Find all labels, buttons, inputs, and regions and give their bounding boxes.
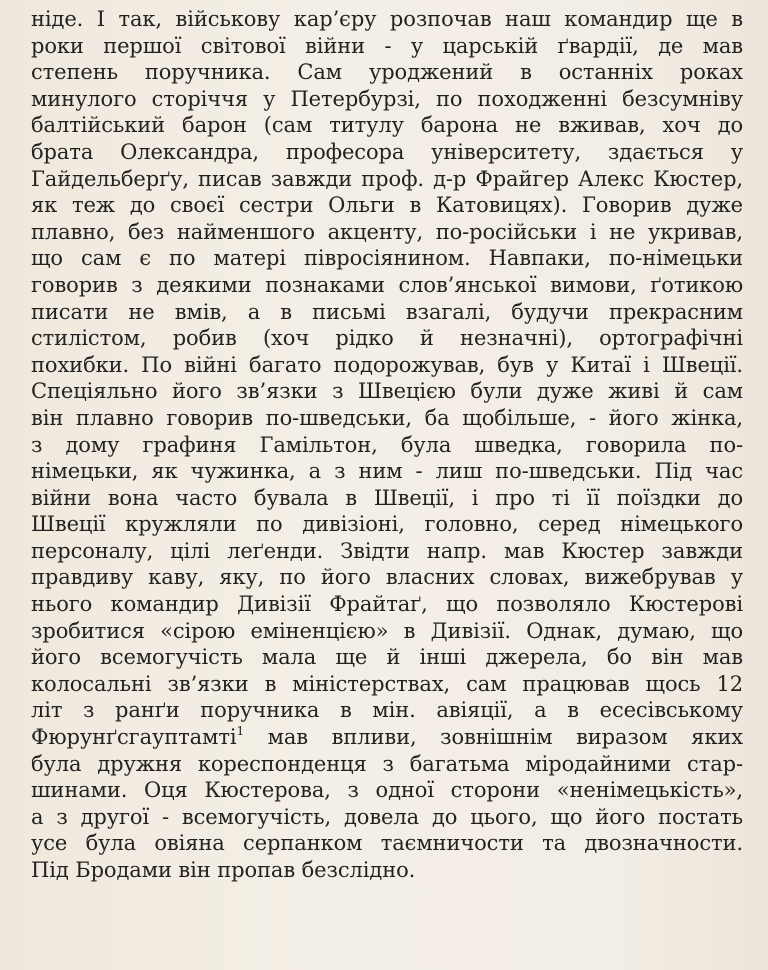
text-line: німецьки, як чужинка, а з ним - лиш по-шведськи. Під час	[31, 459, 743, 484]
text-line: балтійський барон (сам титулу барона не вживав, хоч до	[31, 113, 743, 138]
body-text	[31, 6, 743, 884]
text-line: шинами. Оця Кюстерова, з одної сторони «ненімецькість»,	[31, 778, 743, 803]
text-line: він плавно говорив по-шведськи, ба щобільше, - його жінка,	[31, 405, 743, 430]
text-line: зробитися «сірою еміненцією» в Дивізії. Однак, думаю, що	[31, 618, 743, 643]
text-line-with-footnote	[31, 724, 743, 751]
footnote-marker: 1	[236, 724, 245, 739]
text-line: літ з ранґи поручника в мін. авіяції, а в есесівському	[31, 698, 743, 723]
text-line: похибки. По війні багато подорожував, був у Китаї і Швеції.	[31, 352, 743, 377]
text-line: Швеції кружляли по дивізіоні, головно, серед німецького	[31, 512, 743, 537]
text-line: ніде. І так, військову кар’єру розпочав наш командир ще в	[31, 7, 743, 31]
text-line: стилістом, робив (хоч рідко й незначні), ортографічні	[31, 326, 743, 351]
text-line: Під Бродами він пропав безслідно.	[31, 858, 416, 882]
footnoted-term: Фюрунґсгауптамті	[31, 725, 237, 750]
line-continuation: мав впливи, зовнішнім виразом яких	[267, 725, 743, 750]
text-line: персоналу, цілі леґенди. Звідти напр. мав Кюстер завжди	[31, 538, 743, 563]
text-line: минулого сторіччя у Петербурзі, по походженні безсумніву	[31, 86, 743, 111]
text-line: з дому графиня Гамільтон, була шведка, говорила по-	[31, 432, 743, 457]
text-line: була дружня кореспонденця з багатьма міродайними стар-	[31, 751, 743, 776]
text-line: усе була овіяна серпанком таємничости та двозначности.	[31, 831, 743, 856]
text-line: плавно, без найменшого акценту, по-російськи і не укривав,	[31, 219, 743, 244]
text-line: правдиву каву, яку, по його власних словах, вижебрував у	[31, 565, 743, 590]
text-line: війни вона часто бувала в Швеції, і про ті її поїздки до	[31, 485, 743, 510]
text-line: нього командир Дивізії Фрайтаґ, що позволяло Кюстерові	[31, 592, 743, 617]
text-line: що сам є по матері півросіянином. Навпаки, по-німецьки	[31, 246, 743, 271]
text-line: колосальні зв’язки в міністерствах, сам працював щось 12	[31, 671, 743, 696]
text-line: писати не вмів, а в письмі взагалі, будучи прекрасним	[31, 299, 743, 324]
text-line: степень поручника. Сам уроджений в останніх роках	[31, 60, 743, 85]
text-line: а з другої - всемогучість, довела до цього, що його постать	[31, 804, 743, 829]
text-line: Спеціяльно його зв’язки з Швецією були дуже живі й сам	[31, 379, 743, 404]
text-line: говорив з деякими познаками слов’янської вимови, ґотикою	[31, 272, 743, 297]
text-line: роки першої світової війни - у царській ґвардії, де мав	[31, 33, 743, 58]
text-line: його всемогучість мала ще й інші джерела, бо він мав	[31, 645, 743, 670]
text-line: як теж до своєї сестри Ольги в Катовицях). Говорив дуже	[31, 193, 743, 218]
text-line: брата Олександра, професора університету, здається у	[31, 139, 743, 164]
text-line: Гайдельберґу, писав завжди проф. д-р Фрайгер Алекс Кюстер,	[31, 166, 743, 191]
